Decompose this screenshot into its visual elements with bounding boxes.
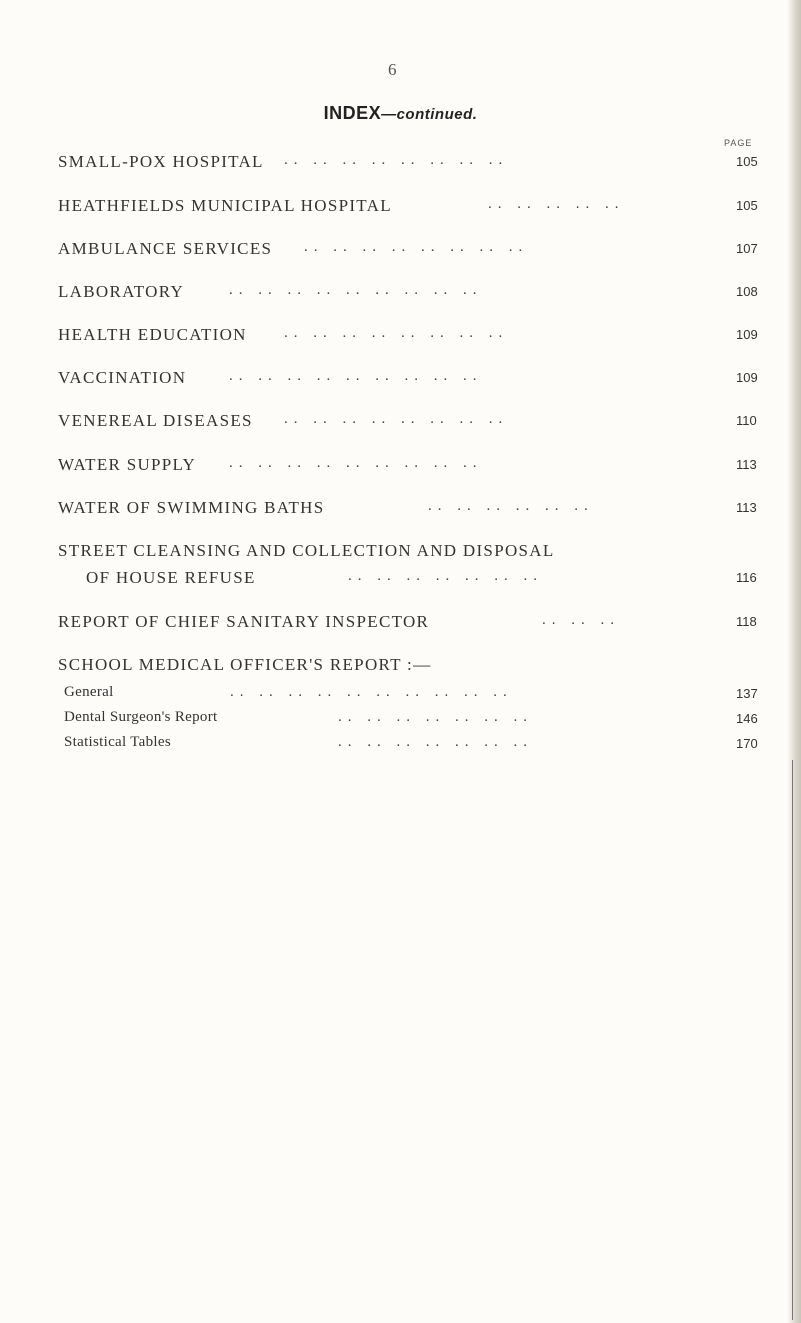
leader-dots: .. .. .. .. .. .. .. ..	[284, 152, 509, 168]
entry-page-number: 105	[736, 198, 758, 213]
entry-page-number: 137	[736, 686, 758, 701]
entry-label: REPORT OF CHIEF SANITARY INSPECTOR	[58, 612, 430, 631]
entry-label: SMALL-POX HOSPITAL	[58, 152, 264, 171]
leader-dots: .. .. .. .. .. .. .. .. ..	[229, 282, 483, 298]
entry-label: HEALTH EDUCATION	[58, 325, 247, 344]
entry-label: STREET CLEANSING AND COLLECTION AND DISPOSAL	[58, 541, 555, 560]
entry-page-number: 109	[736, 327, 758, 342]
index-entry	[58, 196, 768, 218]
leader-dots: .. .. ..	[542, 612, 620, 628]
index-title-main: INDEX	[323, 103, 382, 123]
entry-label: VACCINATION	[58, 368, 187, 387]
entry-page-number: 113	[736, 500, 757, 515]
page-edge-line	[792, 760, 793, 1320]
index-entry	[64, 709, 768, 731]
leader-dots: .. .. .. .. .. .. .. .. ..	[229, 368, 483, 384]
leader-dots: .. .. .. .. .. .. .. ..	[284, 411, 509, 427]
index-entry	[58, 282, 768, 304]
index-entry	[58, 152, 768, 174]
entry-page-number: 107	[736, 241, 758, 256]
entry-label: Dental Surgeon's Report	[64, 709, 218, 725]
leader-dots: .. .. .. .. ..	[488, 196, 625, 212]
page-edge-shadow	[787, 0, 801, 1323]
index-entry	[58, 368, 768, 390]
entry-page-number: 116	[736, 570, 757, 585]
entry-page-number: 110	[736, 413, 757, 428]
leader-dots: .. .. .. .. .. .. .. ..	[284, 325, 509, 341]
index-entry	[86, 568, 768, 590]
entry-label: HEATHFIELDS MUNICIPAL HOSPITAL	[58, 196, 392, 215]
index-title-continued: —continued.	[381, 106, 478, 123]
entry-label: SCHOOL MEDICAL OFFICER'S REPORT :—	[58, 655, 432, 674]
index-entry	[64, 684, 768, 706]
leader-dots: .. .. .. .. .. .. ..	[348, 568, 543, 584]
entry-page-number: 109	[736, 370, 758, 385]
leader-dots: .. .. .. .. .. .. .. .. .. ..	[230, 684, 513, 700]
entry-page-number: 108	[736, 284, 758, 299]
entry-label: AMBULANCE SERVICES	[58, 239, 273, 258]
entry-label: WATER SUPPLY	[58, 455, 197, 474]
entry-label: VENEREAL DISEASES	[58, 411, 253, 430]
entry-label: Statistical Tables	[64, 734, 171, 750]
index-entry	[58, 498, 768, 520]
leader-dots: .. .. .. .. .. ..	[428, 498, 594, 514]
leader-dots: .. .. .. .. .. .. .. ..	[304, 239, 529, 255]
index-entry	[58, 455, 768, 477]
entry-page-number: 113	[736, 457, 757, 472]
page-column-label: PAGE	[724, 138, 753, 148]
index-title	[0, 103, 801, 124]
entry-page-number: 170	[736, 736, 758, 751]
index-entry	[58, 239, 768, 261]
entry-page-number: 105	[736, 154, 758, 169]
entry-label: LABORATORY	[58, 282, 185, 301]
entry-page-number: 118	[736, 614, 757, 629]
page-number: 6	[388, 60, 397, 79]
index-entry	[58, 325, 768, 347]
entry-label: OF HOUSE REFUSE	[86, 568, 256, 587]
index-entry	[58, 612, 768, 634]
leader-dots: .. .. .. .. .. .. ..	[338, 734, 533, 750]
leader-dots: .. .. .. .. .. .. ..	[338, 709, 533, 725]
entry-page-number: 146	[736, 711, 758, 726]
index-entry	[58, 411, 768, 433]
entry-label: General	[64, 684, 114, 700]
entry-label: WATER OF SWIMMING BATHS	[58, 498, 325, 517]
index-entry	[64, 734, 768, 756]
leader-dots: .. .. .. .. .. .. .. .. ..	[229, 455, 483, 471]
